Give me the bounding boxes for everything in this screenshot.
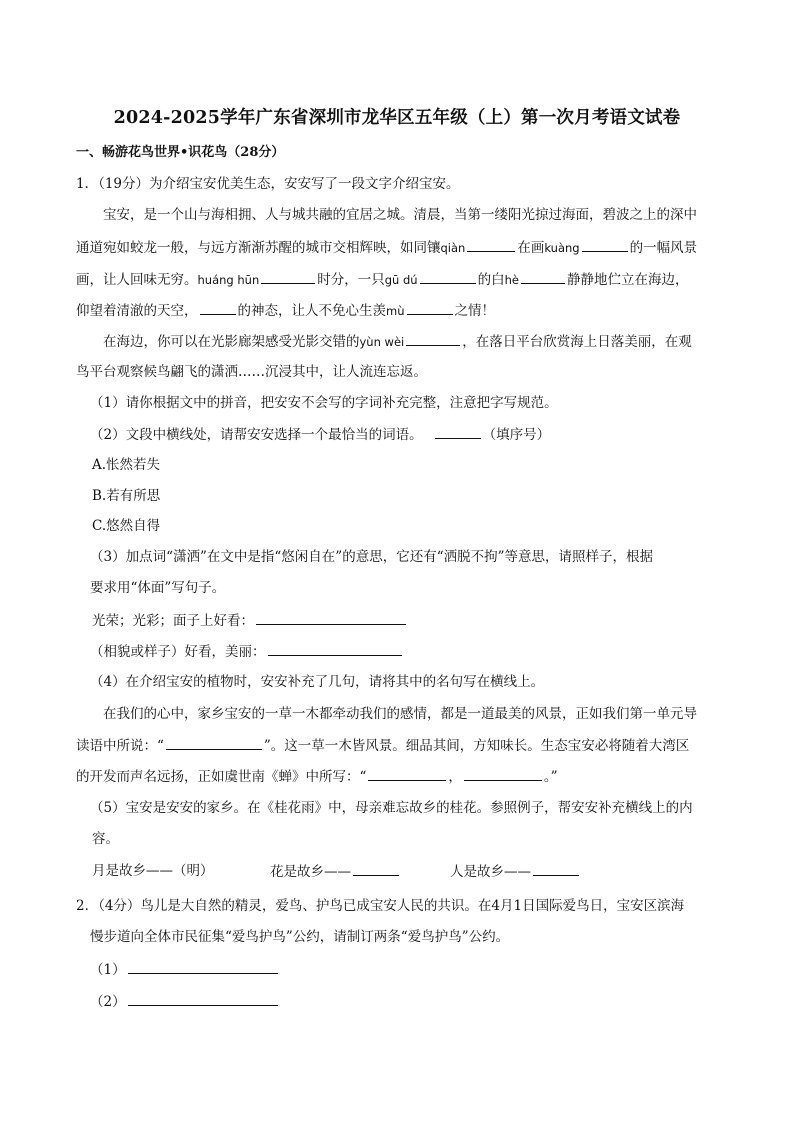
passage-text: 的神态，让人不免心生羡 — [237, 303, 386, 319]
passage-text: 的一幅风景 — [629, 240, 698, 256]
pinyin-yunwei: yùn wèi — [359, 335, 405, 349]
answer-blank-yunwei[interactable] — [406, 331, 460, 346]
exam-title: 2024-2025学年广东省深圳市龙华区五年级（上）第一次月考语文试卷 — [113, 108, 681, 128]
fill-flower — [270, 861, 401, 882]
answer-blank-mu[interactable] — [407, 300, 453, 315]
example-meaning-2 — [90, 641, 404, 662]
convention-item-1 — [90, 959, 280, 980]
sub-question-2-text: （2）文段中横线处，请帮安安选择一个最恰当的词语。 — [90, 427, 423, 443]
answer-blank-convention-2[interactable] — [128, 991, 278, 1006]
question-2-stem-line-1: 2．（4分）鸟儿是大自然的精灵，爱鸟、护鸟已成宝安人民的共识。在4月1日国际爱鸟日，宝安区滨海 — [76, 898, 685, 914]
pinyin-kuang: kuàng — [544, 241, 580, 255]
answer-blank-flower[interactable] — [353, 861, 399, 876]
answer-blank-poem-1[interactable] — [368, 766, 446, 781]
option-a[interactable]: A.怅然若失 — [92, 457, 161, 473]
answer-blank-poem-2[interactable] — [464, 766, 542, 781]
answer-blank-sentence-1[interactable] — [256, 610, 406, 625]
question-1-stem: 1．（19分）为介绍宝安优美生态，安安写了一段文字介绍宝安。 — [76, 176, 460, 192]
passage-text: ，在落日平台欣赏海上日落美丽，在观 — [462, 334, 692, 350]
passage-3-text: 。” — [543, 769, 558, 785]
passage-3-text: 的开发而声名远扬，正如虞世南《蝉》中所写：“ — [76, 769, 367, 785]
sub-question-2 — [90, 424, 550, 445]
passage-3-text: 读语中所说：“ — [76, 738, 164, 754]
answer-blank-people[interactable] — [533, 861, 579, 876]
passage-text: 仰望着清澈的天空， — [76, 303, 198, 319]
pinyin-he: hè — [504, 273, 519, 287]
passage-line-2 — [76, 237, 697, 258]
convention-item-2 — [90, 991, 280, 1012]
passage-text: 的白 — [477, 272, 505, 288]
pinyin-huanghun: huáng hūn — [197, 273, 260, 287]
pinyin-qian: qiàn — [440, 241, 466, 255]
example-moon: 月是故乡——（明） — [92, 863, 214, 879]
answer-blank-demeanor[interactable] — [200, 300, 236, 315]
passage-text: 在画 — [517, 240, 545, 256]
passage-3-text: ， — [448, 769, 462, 785]
answer-blank-huanghun[interactable] — [261, 269, 315, 284]
passage-text: 通道宛如蛟龙一般，与远方渐渐苏醒的城市交相辉映，如同镶 — [76, 240, 441, 256]
option-c[interactable]: C.悠然自得 — [92, 518, 161, 534]
answer-blank-qian[interactable] — [467, 237, 515, 252]
answer-blank-gudu[interactable] — [420, 269, 476, 284]
passage-text: 画，让人回味无穷。 — [76, 272, 198, 288]
item-number-2: （2） — [90, 994, 126, 1010]
passage-text: 静静地伫立在海边， — [566, 272, 689, 288]
flower-prompt: 花是故乡—— — [270, 864, 351, 880]
sub-question-5-line-2: 容。 — [92, 831, 119, 847]
sub-question-5-line-1: （5）宝安是安安的家乡。在《桂花雨》中，母亲难忘故乡的桂花。参照例子，帮安安补充横线上的内 — [90, 800, 693, 816]
meaning-1-text: 光荣；光彩；面子上好看： — [92, 613, 254, 629]
passage-text: 时分，一只 — [317, 272, 385, 288]
answer-blank-quote-1[interactable] — [166, 735, 262, 750]
sub-question-3-line-1: （3）加点词“潇洒”在文中是指“悠闲自在”的意思，它还有“洒脱不拘”等意思，请照样子，根据 — [90, 549, 653, 565]
pinyin-mu: mù — [386, 304, 405, 318]
passage-line-3 — [76, 269, 688, 290]
answer-blank-he[interactable] — [521, 269, 565, 284]
passage-line-6: 鸟平台观察候鸟翩飞的潇洒……沉浸其中，让人流连忘返。 — [76, 364, 427, 380]
passage-3-line-3 — [76, 766, 558, 787]
passage-line-4 — [76, 300, 495, 321]
answer-blank-choice[interactable] — [435, 424, 481, 439]
answer-blank-sentence-2[interactable] — [268, 641, 402, 656]
sub-question-1: （1）请你根据文中的拼音，把安安不会写的字词补充完整，注意把字写规范。 — [90, 395, 558, 411]
answer-blank-kuang[interactable] — [582, 237, 628, 252]
passage-line-5 — [103, 331, 692, 352]
sub-question-4: （4）在介绍宝安的植物时，安安补充了几句，请将其中的名句写在横线上。 — [90, 674, 545, 690]
passage-3-text: ”。这一草一木皆风景。细品其间，方知味长。生态宝安必将随着大湾区 — [263, 738, 690, 754]
passage-3-line-1: 在我们的心中，家乡宝安的一草一木都牵动我们的感情，都是一道最美的风景，正如我们第一单元导 — [103, 706, 697, 722]
people-prompt: 人是故乡—— — [450, 864, 531, 880]
example-meaning-1 — [92, 610, 408, 631]
question-2-stem-line-2: 慢步道向全体市民征集“爱鸟护鸟”公约，请制订两条“爱鸟护鸟”公约。 — [90, 929, 510, 945]
sub-question-3-line-2: 要求用“体面”写句子。 — [90, 580, 226, 596]
option-b[interactable]: B.若有所思 — [92, 488, 161, 504]
passage-3-line-2 — [76, 735, 689, 756]
answer-blank-convention-1[interactable] — [128, 959, 278, 974]
passage-text: 在海边，你可以在光影廊架感受光影交错的 — [103, 334, 360, 350]
passage-text: 之情！ — [454, 303, 495, 319]
passage-line-1: 宝安，是一个山与海相拥、人与城共融的宜居之城。清晨，当第一缕阳光掠过海面，碧波之上的深中 — [103, 207, 697, 223]
pinyin-gudu: gū dú — [384, 273, 418, 287]
meaning-2-text: （相貌或样子）好看，美丽： — [90, 644, 266, 660]
item-number-1: （1） — [90, 962, 126, 978]
fill-people — [450, 861, 581, 882]
sub-question-2-hint: （填序号） — [482, 427, 551, 443]
section-heading: 一、畅游花鸟世界•识花鸟（28分） — [76, 145, 285, 160]
